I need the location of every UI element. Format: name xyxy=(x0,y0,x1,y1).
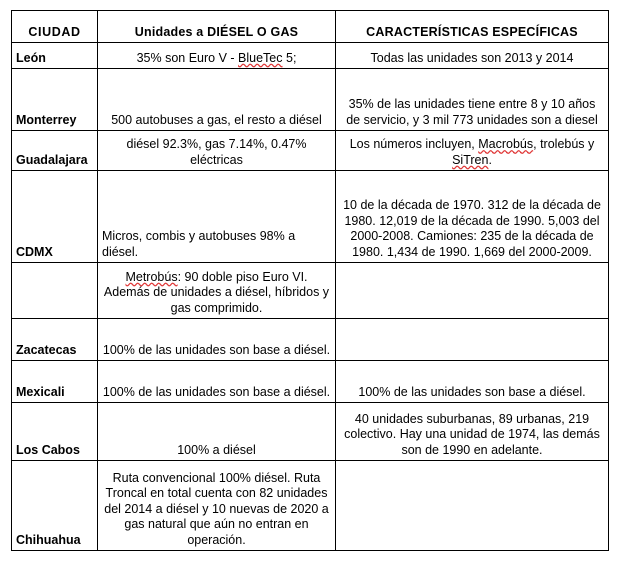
spellcheck-word-macrobus: Macrobús xyxy=(478,137,534,151)
cell-units-zacatecas: 100% de las unidades son base a diésel. xyxy=(98,319,336,361)
carac-text-pre: Los números incluyen, xyxy=(349,137,479,151)
cell-units-los-cabos: 100% a diésel xyxy=(98,403,336,461)
cell-caracteristicas-mexicali: 100% de las unidades son base a diésel. xyxy=(336,361,609,403)
transit-units-table xyxy=(11,10,609,551)
units-text-post: : 90 doble piso Euro VI. Además de unidades a diésel, híbridos y gas comprimido. xyxy=(103,269,330,315)
table-row xyxy=(12,43,609,69)
column-header-caracteristicas: CARACTERÍSTICAS ESPECÍFICAS xyxy=(336,11,609,43)
cell-city-monterrey: Monterrey xyxy=(12,69,98,131)
column-header-ciudad: CIUDAD xyxy=(12,11,98,43)
cell-caracteristicas-empty xyxy=(336,263,609,319)
cell-caracteristicas-zacatecas xyxy=(336,319,609,361)
units-text-pre: 35% son Euro V - xyxy=(136,50,239,65)
spellcheck-word-metrobus: Metrobús xyxy=(125,269,178,284)
cell-city-mexicali: Mexicali xyxy=(12,361,98,403)
cell-caracteristicas-monterrey: 35% de las unidades tiene entre 8 y 10 años de servicio, y 3 mil 773 unidades son a diesel xyxy=(336,69,609,131)
table-row xyxy=(12,403,609,461)
cell-city-zacatecas: Zacatecas xyxy=(12,319,98,361)
column-header-unidades: Unidades a DIÉSEL O GAS xyxy=(98,11,336,43)
cell-caracteristicas-guadalajara xyxy=(336,131,609,171)
table-header xyxy=(12,11,609,43)
table-body xyxy=(12,43,609,551)
cell-city-guadalajara: Guadalajara xyxy=(12,131,98,171)
table-row xyxy=(12,69,609,131)
cell-city-leon: León xyxy=(12,43,98,69)
cell-units-leon xyxy=(98,43,336,69)
table-row xyxy=(12,131,609,171)
carac-text-post: . xyxy=(488,152,492,167)
cell-city-empty xyxy=(12,263,98,319)
cell-city-cdmx: CDMX xyxy=(12,171,98,263)
cell-units-metrobus xyxy=(98,263,336,319)
table-row xyxy=(12,319,609,361)
table-row xyxy=(12,361,609,403)
table-row xyxy=(12,461,609,551)
cell-caracteristicas-leon: Todas las unidades son 2013 y 2014 xyxy=(336,43,609,69)
cell-city-los-cabos: Los Cabos xyxy=(12,403,98,461)
carac-text-mid: , trolebús y xyxy=(533,137,595,151)
table-row xyxy=(12,171,609,263)
cell-units-monterrey: 500 autobuses a gas, el resto a diésel xyxy=(98,69,336,131)
cell-city-chihuahua: Chihuahua xyxy=(12,461,98,551)
table-row xyxy=(12,263,609,319)
cell-units-chihuahua: Ruta convencional 100% diésel. Ruta Troncal en total cuenta con 82 unidades del 2014 a diésel y 10 nuevas de 2020 a gas natural que aún no entran en operación. xyxy=(98,461,336,551)
cell-caracteristicas-chihuahua xyxy=(336,461,609,551)
cell-units-mexicali: 100% de las unidades son base a diésel. xyxy=(98,361,336,403)
spellcheck-word-bluetec: BlueTec xyxy=(238,50,283,65)
cell-units-guadalajara: diésel 92.3%, gas 7.14%, 0.47% eléctricas xyxy=(98,131,336,171)
spellcheck-word-sitren: SiTren xyxy=(452,152,489,167)
cell-units-cdmx: Micros, combis y autobuses 98% a diésel. xyxy=(98,171,336,263)
cell-caracteristicas-los-cabos: 40 unidades suburbanas, 89 urbanas, 219 colectivo. Hay una unidad de 1974, las demás son de 1990 en adelante. xyxy=(336,403,609,461)
units-text-post: 5; xyxy=(282,50,297,65)
cell-caracteristicas-cdmx: 10 de la década de 1970. 312 de la década de 1980. 12,019 de la década de 1990. 5,003 del 2000-2008. Camiones: 235 de la década de 1980. 1,434 de 1990. 1,669 del 2000-2009. xyxy=(336,171,609,263)
table-header-row xyxy=(12,11,609,43)
